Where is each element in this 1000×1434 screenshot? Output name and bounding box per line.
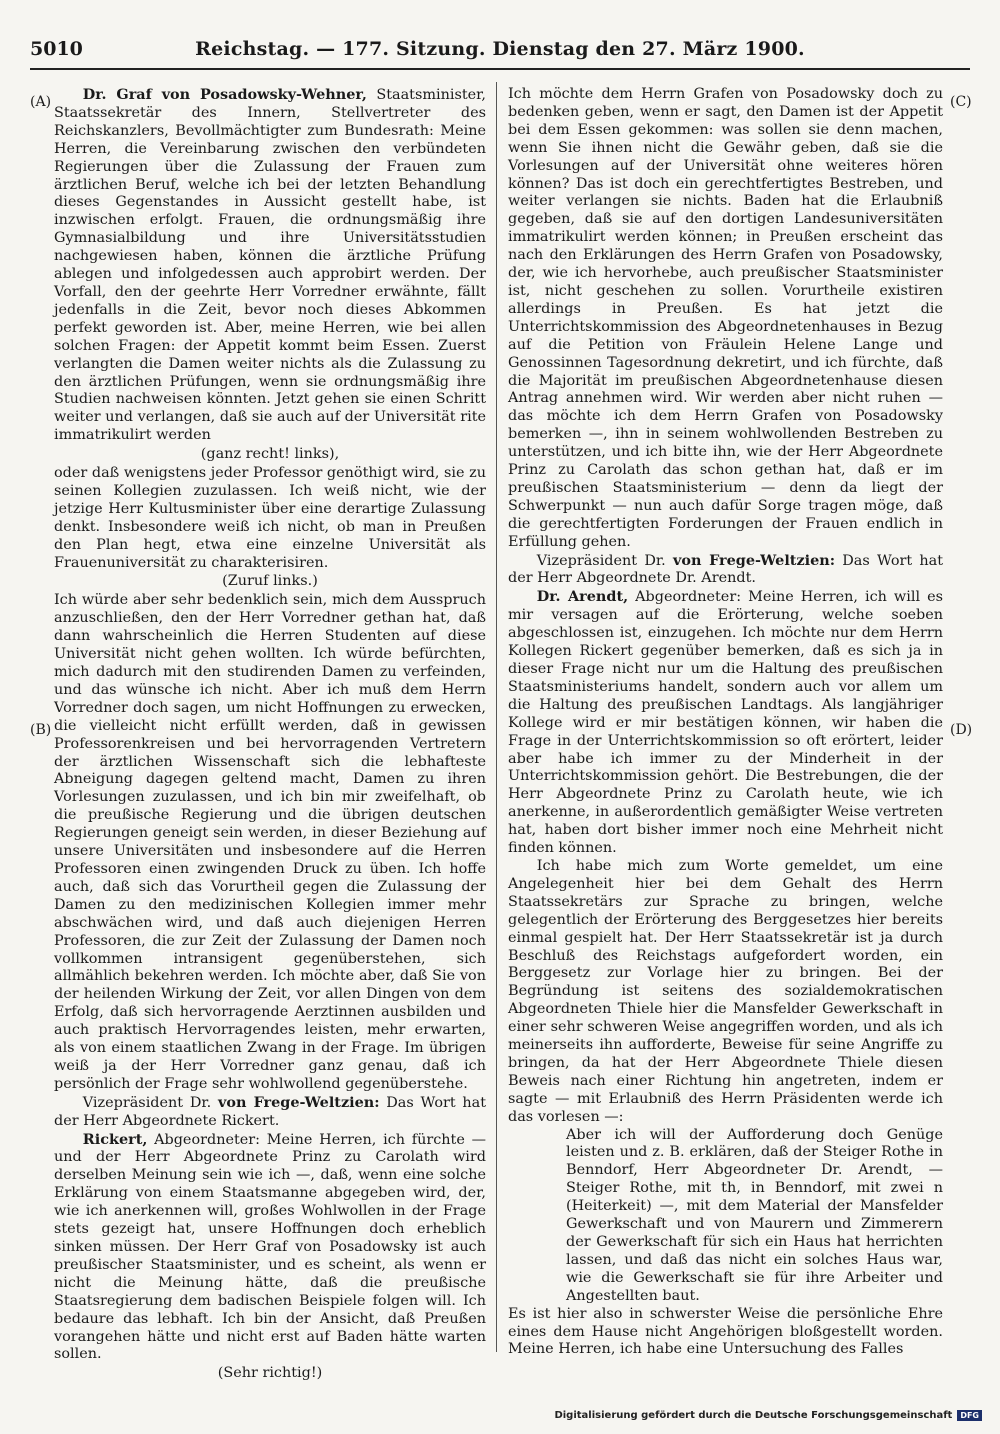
paragraph: Ich habe mich zum Worte gemeldet, um eine Angelegenheit hier bei dem Gehalt des Herrn Staatssekretärs zur Sprache zu bringen, welche gelegentlich der Erörterung des Berggesetzes hier bereits einmal gespielt hat. Der Herr Staatssekretär ist ja durch Beschluß des Reichstags aufgefordert worden, ein Berggesetz zur Vorlage hier zu bringen. Bei der Begründung ist seitens des sozialdemokratischen Abgeordneten Thiele hier die Mansfelder Gewerkschaft in einer sehr schweren Weise angegriffen worden, und als ich meinerseits ihn aufforderte, Beweise für seine Angriffe zu bringen, da hat der Herr Abgeordnete Thiele diesen Beweis nach einer Richtung hin angetreten, indem er sagte — mit Erlaubniß des Herrn Präsidenten werde ich das vorlesen —: — [508, 857, 943, 1125]
right-column — [508, 86, 943, 1359]
paragraph: Ich möchte dem Herrn Grafen von Posadowsky doch zu bedenken geben, wenn er sagt, den Damen ist der Appetit bei dem Essen gekommen: was sollen sie denn machen, wenn Sie ihnen nicht die Gewähr geben, daß sie die Vorlesungen auf der Universität ohne weiteres hören können? Das ist doch ein gerechtfertigtes Bestreben, und weiter verlangen sie nichts. Baden hat die Erlaubniß gegeben, daß sie auf den dortigen Landesuniversitäten immatrikulirt werden können; in Preußen erscheint das nach den Erklärungen des Herrn Grafen von Posadowsky, der, wie ich hervorhebe, auch preußischer Staatsminister ist, nicht geschehen zu sollen. Vorurtheile existiren allerdings in Preußen. Es hat jetzt die Unterrichtskommission des Abgeordnetenhauses in Bezug auf die Petition von Fräulein Helene Lange und Genossinnen Tagesordnung dekretirt, und ich fürchte, daß die Majorität im preußischen Abgeordnetenhause diesen Antrag annehmen wird. Wir werden aber nicht ruhen — das möchte ich dem Herrn Grafen von Posadowsky bemerken —, ihn in seinem wohlwollenden Bestreben zu unterstützen, und ich bitte ihn, wie der Herr Abgeordnete Prinz zu Carolath das schon gethan hat, daß er im preußischen Staatsministerium — denn da liegt der Schwerpunkt — nun auch dafür Sorge tragen möge, daß die gerechtfertigten Forderungen der Frauen endlich in Erfüllung gehen. — [508, 86, 943, 550]
header-rule — [30, 68, 970, 70]
paragraph: oder daß wenigstens jeder Professor genöthigt wird, sie zu seinen Kollegien zuzulassen. Ich weiß nicht, wie der jetzige Herr Kultusminister über eine derartige Zulassung denkt. Insbesondere weiß ich nicht, ob man in Preußen den Plan hegt, etwa eine einzelne Universität als Frauenuniversität zu charakterisiren. — [54, 465, 486, 571]
page-header — [30, 38, 970, 68]
speaker-name: von Frege-Weltzien: — [217, 1093, 380, 1111]
margin-mark-a: (A) — [30, 94, 52, 110]
margin-mark-c: (C) — [950, 94, 972, 110]
speaker-name: Dr. Arendt, — [536, 588, 629, 606]
interjection: (Sehr richtig!) — [217, 1365, 323, 1382]
footer-credit — [554, 1410, 982, 1421]
left-column — [54, 86, 486, 1384]
speaker-name: Dr. Graf von Posadowsky-Wehner, — [82, 86, 367, 103]
margin-mark-b: (B) — [30, 722, 52, 738]
block-quote: Aber ich will der Aufforderung doch Genüge leisten und z. B. erklären, daß der Steiger Rothe in Benndorf, Herr Abgeordneter Dr. Arendt, — Steiger Rothe, mit th, in Benndorf, mit zwei n (Heiterkeit) —, mit dem Material der Mansfelder Gewerkschaft und von Maurern und Zimmerern der Gewerkschaft für sich ein Haus hat herrichten lassen, und daß das nicht ein solches Haus war, wie die Gewerkschaft sie für ihre Arbeiter und Angestellten baut. — [566, 1126, 943, 1304]
paragraph: Vizepräsident Dr. von Frege-Weltzien: Das Wort hat der Herr Abgeordnete Rickert. — [54, 1093, 487, 1129]
paragraph: Dr. Graf von Posadowsky-Wehner, Staatsminister, Staatssekretär des Innern, Stellvertreter des Reichskanzlers, Bevollmächtigter zum Bundesrath: Meine Herren, die Vereinbarung zwischen den verbündeten Regierungen über die Zulassung der Frauen zum ärztlichen Beruf, welche ich bei der letzten Behandlung dieses Gegenstandes in Aussicht gestellt habe, ist inzwischen erfolgt. Frauen, die ordnungsmäßig ihre Gymnasialbildung und ihre Universitätsstudien nachgewiesen haben, können die ärztliche Prüfung ablegen und infolgedessen auch approbirt werden. Der Vorfall, den der geehrte Herr Vorredner erwähnte, fällt jedenfalls in die Zeit, bevor noch dieses Abkommen perfekt geworden ist. Aber, meine Herren, wie bei allen solchen Fragen: der Appetit kommt beim Essen. Zuerst verlangten die Damen weiter nichts als die Zulassung zu den ärztlichen Prüfungen, wenn sie ordnungsmäßig ihre Studien nachweisen könnten. Jetzt gehen sie einen Schritt weiter und verlangen, daß sie auch auf der Universität rite immatrikulirt werden — [54, 86, 487, 444]
paragraph: Ich würde aber sehr bedenklich sein, mich dem Ausspruch anzuschließen, den der Herr Vorredner gethan hat, daß dann wahrscheinlich die Herren Studenten auf diese Universität nicht gehen wollten. Ich würde befürchten, mich dadurch mit den studirenden Damen zu verfeinden, und das wünsche ich nicht. Aber ich muß dem Herrn Vorredner doch sagen, um nicht Hoffnungen zu erwecken, die vielleicht nicht erfüllt werden, daß in gewissen Professorenkreisen und bei hervorragenden Vertretern der ärztlichen Wissenschaft sich die lebhafteste Abneigung dagegen geltend macht, Damen zu ihren Vorlesungen zuzulassen, und ich bin mir zweifelhaft, ob die preußische Regierung und die übrigen deutschen Regierungen geneigt sein werden, in dieser Beziehung auf unsere Universitäten und insbesondere auf die Herren Professoren einen zwingenden Druck zu üben. Ich hoffe auch, daß sich das Vorurtheil gegen die Zulassung der Damen zu den medizinischen Kollegien immer mehr abschwächen wird, und daß auch diejenigen Herren Professoren, die zur Zeit der Zulassung der Damen noch vollkommen intransigent gegenüberstehen, sich allmählich bekehren werden. Ich möchte aber, daß Sie von der heilenden Wirkung der Zeit, vor allen Dingen von dem Erfolg, daß sich hervorragende Aerztinnen ausbilden und auch praktisch Hervorragendes leisten, mehr erwarten, als von einem staatlichen Zwang in der Frage. Im übrigen weiß ja der Herr Vorredner ganz genau, daß ich persönlich der Frage sehr wohlwollend gegenüberstehe. — [54, 592, 486, 1092]
speaker-name: von Frege-Weltzien: — [672, 551, 836, 569]
running-head: Reichstag. — 177. Sitzung. Dienstag den 27. März 1900. — [195, 38, 805, 60]
paragraph: Dr. Arendt, Abgeordneter: Meine Herren, ich will es mir versagen auf die Erörterung, welche soeben abgeschlossen ist, einzugehen. Ich möchte nur dem Herrn Kollegen Rickert gegenüber bemerken, daß es sich ja in dieser Frage nicht nur um die Haltung des preußischen Staatsministeriums handelt, sondern auch vor allem um die Haltung des preußischen Landtags. Als langjähriger Kollege wird er mir bestätigen können, wir haben die Frage in der Unterrichtskommission so oft erörtert, leider aber habe ich immer zu der Minderheit in der Unterrichtskommission gehört. Die Bestrebungen, die der Herr Abgeordnete Prinz zu Carolath heute, wie ich anerkenne, in außerordentlich gemäßigter Weise vertreten hat, haben dort bisher immer noch eine Mehrheit nicht finden können. — [508, 588, 943, 857]
interjection: (ganz recht! links), — [200, 446, 340, 463]
interjection: (Zuruf links.) — [222, 573, 318, 590]
paragraph: Vizepräsident Dr. von Frege-Weltzien: Das Wort hat der Herr Abgeordnete Dr. Arendt. — [508, 551, 944, 587]
speaker-name: Rickert, — [82, 1130, 148, 1148]
credit-text: Digitalisierung gefördert durch die Deutsche Forschungsgemeinschaft — [554, 1410, 953, 1421]
page-number: 5010 — [30, 38, 83, 60]
margin-mark-d: (D) — [950, 722, 973, 738]
column-divider — [496, 82, 497, 1352]
paragraph: Rickert, Abgeordneter: Meine Herren, ich fürchte — und der Herr Abgeordnete Prinz zu Carolath wird derselben Meinung sein wie ich —, daß, wenn eine solche Erklärung von einem Staatsmanne abgegeben wird, der, wie ich anerkennen will, großes Wohlwollen in der Frage stets gezeigt hat, unsere Hoffnungen doch erheblich sinken müssen. Der Herr Graf von Posadowsky ist auch preußischer Staatsminister, und es scheint, als wenn er nicht die Meinung hätte, daß die preußische Staatsregierung dem badischen Beispiele folgen will. Ich bedaure das lebhaft. Ich bin der Ansicht, daß Preußen vorangehen hätte und nicht erst auf Baden hätte warten sollen. — [54, 1130, 486, 1363]
paragraph: Es ist hier also in schwerster Weise die persönliche Ehre eines dem Hause nicht Angehörigen bloßgestellt worden. Meine Herren, ich habe eine Untersuchung des Falles — [508, 1305, 943, 1358]
dfg-logo-icon: DFG — [957, 1410, 982, 1421]
